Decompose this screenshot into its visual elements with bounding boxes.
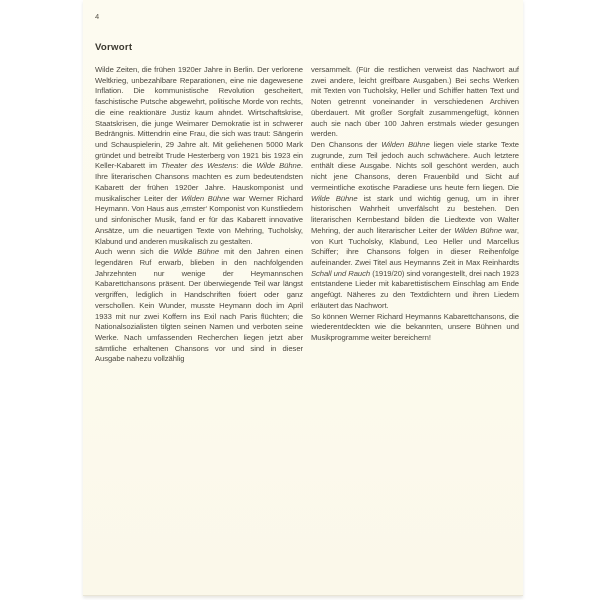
text-segment: : die xyxy=(236,161,257,171)
text-segment: . Ihre literarischen Chansons machten es zum bedeutendsten Kabarett der frühen 1920er Jahre. Hauskomponist und musikalischer Leiter der xyxy=(95,161,303,203)
page-number: 4 xyxy=(95,12,100,21)
text-segment: Auch wenn sich die xyxy=(95,247,174,257)
text-segment: versammelt. (Für die restlichen verweist das Nachwort auf zwei andere, leicht greifbare Ausgaben.) Bei sechs Werken mit Texten von Tucholsky, Heller und Schiffer hatten Text und Noten getrennt voneinander in verschiedenen Archiven überdauert. Mit großer Sorgfalt zusammengefügt, können auch sie nach über 100 Jahren erstmals wieder gesungen werden. xyxy=(311,65,519,139)
italic-text-segment: Wilde Bühne xyxy=(256,161,301,171)
book-page xyxy=(83,0,523,596)
text-segment: (1919/20) sind vorangestellt, drei nach 1923 entstandene Lieder mit kabarettistischem Einschlag am Ende angefügt. Näheres zu den Textdichtern und ihren Liedern erläutert das Nachwort. xyxy=(311,268,520,310)
italic-text-segment: Schall und Rauch xyxy=(311,268,371,278)
text-segment: mit den Jahren einen legendären Ruf erwarb, blieben in den nachfolgenden Jahrzehnten nur wenige der Heymannschen Kabarettchansons präsent. Der überwiegende Teil war längst vergriffen, lediglich in Handschriften fixiert oder ganz verschollen. Kein Wunder, musste Heymann doch im April 1933 mit nur zwei Koffern ins Exil nach Paris flüchten; die Nationalsozialisten tilgten seinen Namen und verboten seine Werke. Nach umfassenden Recherchen liegen jetzt aber sämtliche erhaltenen Chansons vor und sind in dieser Ausgabe nahezu vollzählig xyxy=(95,247,303,364)
text-segment: war Werner Richard Heymann. Von Haus aus ‚ernster‘ Komponist von Kunstliedern und sinfonischer Musik, fand er für das Kabarett innovative Ansätze, um die neuartigen Texte von Mehring, Tucholsky, Klabund und anderen musikalisch zu gestalten. xyxy=(95,193,303,246)
text-segment: Wilde Zeiten, die frühen 1920er Jahre in Berlin. Der verlorene Weltkrieg, unbezahlbare Reparationen, eine nie dagewesene Inflation. Die kommunistische Revolution gescheitert, faschistische Putsche abgewehrt, politische Morde von rechts, die eine reaktionäre Justiz kaum ahndet. Wirtschaftskrise, Staatskrisen, die junge Weimarer Demokratie ist in schwerer Bedrängnis. Mittendrin eine Frau, die sich was traut: Sängerin und Schauspielerin, 29 Jahre alt. Mit geliehenen 5000 Mark gründet und betreibt Trude Hesterberg von 1921 bis 1923 ein Keller-Kabarett im xyxy=(95,65,303,171)
italic-text-segment: Wilde Bühne xyxy=(311,193,358,203)
text-column-left xyxy=(95,65,303,365)
paragraph xyxy=(311,312,519,344)
text-segment: liegen viele starke Texte zugrunde, zum Teil jedoch auch schwächere. Auch letztere enthält diese Ausgabe. Nichts soll geschönt werden, auch nicht jene Chansons, deren Frauenbild und Sicht auf vermeintliche exotische Paradiese uns heute fern liegen. Die xyxy=(311,140,519,192)
paragraph xyxy=(95,247,303,365)
text-segment: Den Chansons der xyxy=(311,140,382,150)
text-column-right xyxy=(311,65,519,365)
paragraph xyxy=(95,65,303,247)
text-segment: war, von Kurt Tucholsky, Klabund, Leo Heller und Marcellus Schiffer; ihre Chansons folgen in dieser Reihenfolge aufeinander. Zwei Titel aus Heymanns Zeit in Max Reinhardts xyxy=(311,225,519,267)
italic-text-segment: Theater des Westens xyxy=(161,161,237,171)
paragraph xyxy=(311,140,519,312)
italic-text-segment: Wilden Bühne xyxy=(181,193,230,203)
section-heading: Vorwort xyxy=(95,42,133,53)
italic-text-segment: Wilden Bühne xyxy=(381,140,430,150)
italic-text-segment: Wilden Bühne xyxy=(454,225,503,235)
text-segment: So können Werner Richard Heymanns Kabarettchansons, die wiederentdeckten wie die bekannten, unsere Bühnen und Musikprogramme weiter bereichern! xyxy=(311,311,519,342)
text-columns xyxy=(95,65,519,365)
italic-text-segment: Wilde Bühne xyxy=(173,247,220,257)
paragraph xyxy=(311,65,519,140)
text-segment: ist stark und wichtig genug, um in ihrer historischen Wahrheit unverfälscht zu bestehen. Den literarischen Kernbestand bilden die Liedtexte von Walter Mehring, der auch literarischer Leiter der xyxy=(311,193,519,235)
